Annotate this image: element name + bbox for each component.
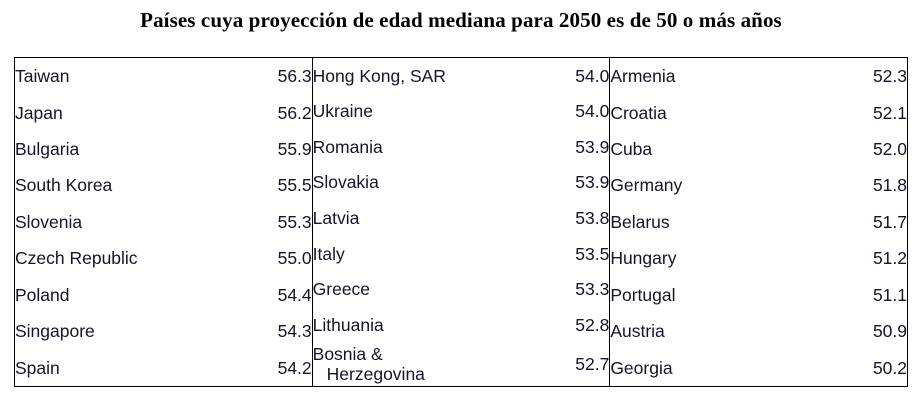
table-row (610, 277, 907, 313)
country-name-line1: Bosnia & (312, 344, 383, 365)
table-row (313, 58, 610, 94)
column-3-rows (610, 58, 907, 386)
country-median-age-table (14, 57, 908, 387)
country-name: Slovakia (312, 172, 379, 193)
country-value: 51.8 (872, 175, 907, 196)
country-name: Croatia (610, 102, 667, 123)
table-row (313, 236, 610, 272)
country-name: Poland (15, 284, 70, 305)
country-name: Czech Republic (15, 248, 138, 269)
page-title: Países cuya proyección de edad mediana para 2050 es de 50 o más años (140, 8, 782, 32)
table-row (313, 129, 610, 165)
country-value: 52.1 (872, 102, 907, 123)
table-column-1 (15, 58, 313, 387)
country-value: 51.1 (872, 284, 907, 305)
table-row (610, 94, 907, 130)
country-name: Spain (15, 357, 60, 378)
country-name-line2: Herzegovina (326, 364, 425, 385)
table-row (610, 240, 907, 276)
table-row (313, 165, 610, 201)
country-value: 55.9 (277, 139, 312, 160)
country-value: 50.2 (872, 357, 907, 378)
country-value: 55.5 (277, 175, 312, 196)
table-row (313, 343, 610, 387)
table-row (610, 131, 907, 167)
country-value: 52.8 (575, 314, 610, 335)
country-name: South Korea (15, 175, 113, 196)
table-row (15, 204, 312, 240)
table-row (313, 200, 610, 236)
country-value: 53.9 (575, 172, 610, 193)
country-value: 54.0 (575, 101, 610, 122)
table-row (15, 313, 312, 349)
country-value: 52.3 (872, 66, 907, 87)
table-row (610, 167, 907, 203)
country-name: Slovenia (15, 211, 83, 232)
country-name: Austria (610, 321, 665, 342)
country-value: 51.2 (872, 248, 907, 269)
country-name: Lithuania (312, 314, 384, 335)
table-column-3 (610, 58, 908, 387)
column-2-rows (313, 58, 610, 386)
table-row (610, 204, 907, 240)
country-value: 53.3 (575, 279, 610, 300)
table-row (15, 350, 312, 387)
country-value: 53.9 (575, 136, 610, 157)
country-name (313, 343, 532, 387)
country-name: Bulgaria (15, 139, 80, 160)
country-name: Romania (312, 136, 383, 157)
country-value: 54.2 (277, 357, 312, 378)
country-value: 56.3 (277, 66, 312, 87)
country-value: 55.3 (277, 211, 312, 232)
country-name: Ukraine (312, 101, 373, 122)
table-row (610, 350, 907, 387)
country-name: Latvia (312, 207, 360, 228)
table-row (15, 58, 312, 94)
country-value: 55.0 (277, 248, 312, 269)
table-row (15, 94, 312, 130)
table-row (313, 271, 610, 307)
country-name: Georgia (610, 357, 673, 378)
table-column-2 (312, 58, 610, 387)
country-name: Portugal (610, 284, 676, 305)
table-row (15, 131, 312, 167)
country-value: 52.7 (575, 354, 610, 375)
column-1-rows (15, 58, 312, 386)
country-name: Greece (312, 279, 371, 300)
table-row (15, 277, 312, 313)
country-table-container (14, 57, 908, 395)
country-value: 54.3 (277, 321, 312, 342)
country-value: 53.8 (575, 207, 610, 228)
country-name: Singapore (15, 321, 95, 342)
table-row (15, 240, 312, 276)
country-value: 53.5 (575, 243, 610, 264)
country-name: Germany (610, 175, 683, 196)
table-row (610, 58, 907, 94)
country-name: Armenia (610, 66, 676, 87)
country-value: 56.2 (277, 102, 312, 123)
country-value: 52.0 (872, 139, 907, 160)
country-name: Hungary (610, 248, 677, 269)
country-name: Hong Kong, SAR (312, 65, 446, 86)
table-row (15, 167, 312, 203)
country-value: 54.4 (277, 284, 312, 305)
country-value: 50.9 (872, 321, 907, 342)
table-row (610, 313, 907, 349)
country-value: 51.7 (872, 211, 907, 232)
country-name: Italy (312, 243, 345, 264)
country-name: Belarus (610, 211, 670, 232)
table-row (313, 307, 610, 343)
country-name: Taiwan (15, 66, 70, 87)
country-value: 54.0 (575, 65, 610, 86)
country-name: Japan (15, 102, 63, 123)
table-row (313, 94, 610, 130)
country-name: Cuba (610, 139, 653, 160)
